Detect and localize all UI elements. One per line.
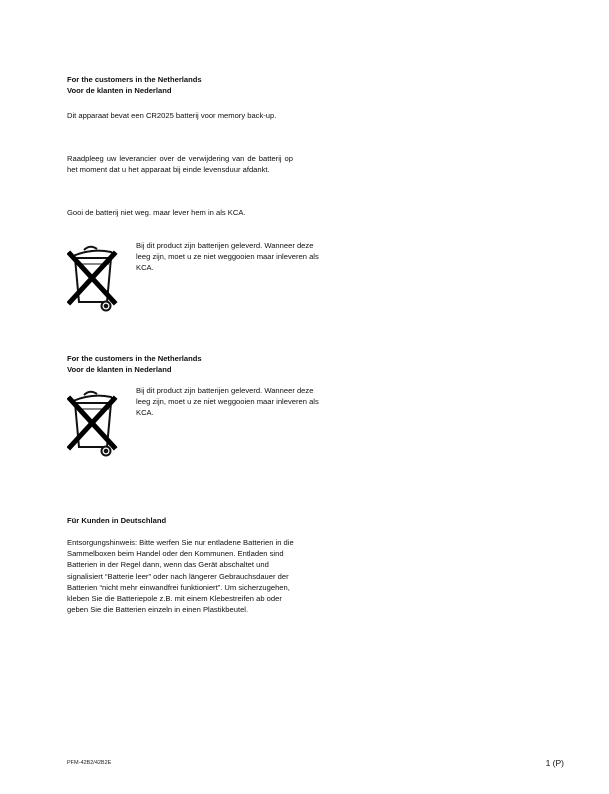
- section1-paragraph-3: Gooi de batterij niet weg. maar lever hem in als KCA.: [67, 208, 246, 217]
- heading-nl: Voor de klanten in Nederland: [67, 86, 172, 96]
- crossed-out-bin-icon: [67, 240, 122, 318]
- battery-disposal-notice-2: [67, 385, 327, 465]
- heading-en: For the customers in the Netherlands: [67, 354, 202, 363]
- model-code: PFM-42B2/42B2E: [67, 760, 112, 766]
- battery-disposal-notice-1: [67, 240, 327, 320]
- section1-heading: [67, 74, 293, 96]
- section3-heading: Für Kunden in Deutschland: [67, 516, 167, 525]
- section1-paragraph-2: Raadpleeg uw leverancier over de verwijdering van de batterij op het moment dat u het apparaat bij einde levensduur afdankt.: [67, 154, 293, 175]
- section3-paragraph: Entsorgungshinweis: Bitte werfen Sie nur entladene Batterien in die Sammelboxen beim Handel oder den Kommunen. Entladen sind Batterien in der Regel dann, wenn das Gerät abschaltet und signalisiert “Batterie leer” oder nach längerer Gebrauchsdauer der Batterien “nicht mehr einwandfrei funktioniert”. Um sicherzugehen, kleben Sie die Batteriepole z.B. mit einem Klebestreifen ab oder geben Sie die Batterien einzeln in einen Plastikbeutel.: [67, 538, 294, 615]
- heading-nl: Voor de klanten in Nederland: [67, 365, 172, 375]
- heading-en: For the customers in the Netherlands: [67, 75, 202, 84]
- crossed-out-bin-icon: [67, 385, 122, 463]
- page-number: 1 (P): [545, 758, 564, 768]
- section1-paragraph-1: Dit apparaat bevat een CR2025 batterij voor memory back-up.: [67, 111, 277, 120]
- bin-notice-text-1: Bij dit product zijn batterijen geleverd. Wanneer deze leeg zijn, moet u ze niet weggooien maar inleveren als KCA.: [136, 241, 319, 273]
- section2-heading: [67, 353, 293, 375]
- bin-notice-text-2: Bij dit product zijn batterijen geleverd. Wanneer deze leeg zijn, moet u ze niet weggooien maar inleveren als KCA.: [136, 386, 319, 418]
